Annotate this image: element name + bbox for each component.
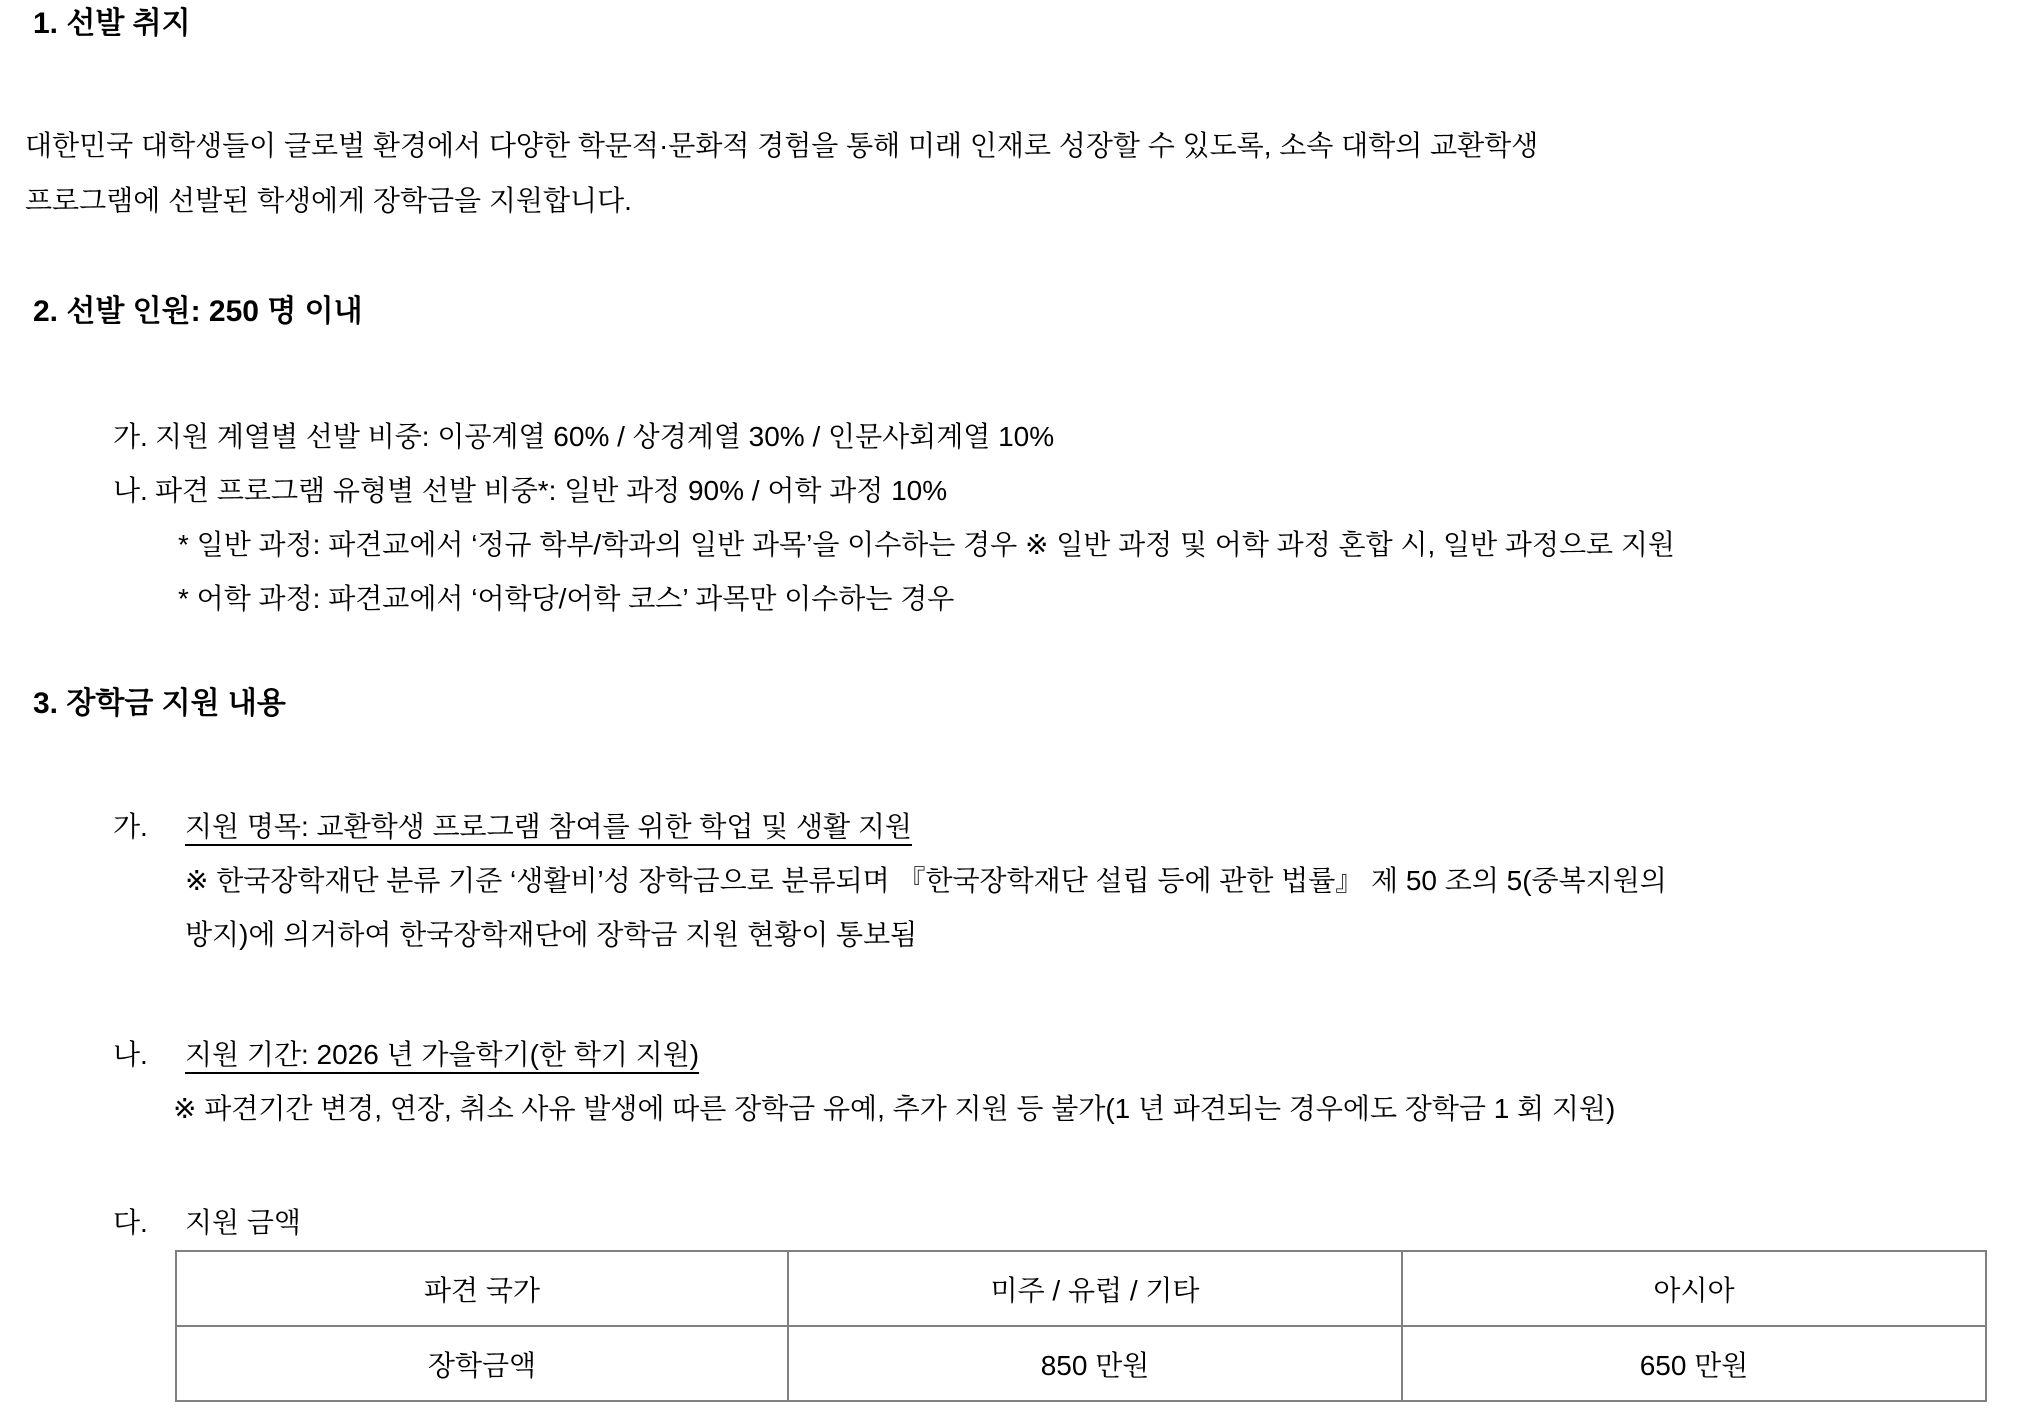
section-3-heading: 3. 장학금 지원 내용	[33, 687, 286, 720]
footnote-general-course: * 일반 과정: 파견교에서 ‘정규 학부/학과의 일반 과목’을 이수하는 경우 ※ 일반 과정 및 어학 과정 혼합 시, 일반 과정으로 지원	[178, 529, 1675, 560]
section-2-list	[0, 410, 2029, 626]
support-amount-text: 지원 금액	[185, 1207, 301, 1238]
table-row	[176, 1326, 1986, 1401]
table-header-row	[176, 1251, 1986, 1326]
header-cell-asia: 아시아	[1402, 1251, 1986, 1326]
list-item-na	[0, 464, 2029, 518]
kosaf-note-line-2: 방지)에 의거하여 한국장학재단에 장학금 지원 현황이 통보됨	[185, 919, 918, 950]
support-purpose-text: 지원 명목: 교환학생 프로그램 참여를 위한 학업 및 생활 지원	[185, 811, 912, 842]
scholarship-amount-table	[175, 1250, 1987, 1402]
cell-amount-asia: 650 만원	[1402, 1326, 1986, 1401]
cell-amount-label: 장학금액	[176, 1326, 788, 1401]
list-item-support-amount	[0, 1196, 2029, 1250]
paragraph-line-1: 대한민국 대학생들이 글로벌 환경에서 다양한 학문적·문화적 경험을 통해 미래 인재로 성장할 수 있도록, 소속 대학의 교환학생	[25, 130, 1539, 161]
list-item-support-purpose	[0, 800, 2029, 854]
period-note: ※ 파견기간 변경, 연장, 취소 사유 발생에 따른 장학금 유예, 추가 지원 등 불가(1 년 파견되는 경우에도 장학금 1 회 지원)	[173, 1093, 1616, 1124]
section-1-heading: 1. 선발 취지	[33, 7, 191, 40]
paragraph-line-2: 프로그램에 선발된 학생에게 장학금을 지원합니다.	[25, 185, 632, 216]
list-item-label: 가.	[113, 421, 148, 452]
kosaf-note-line-1: ※ 한국장학재단 분류 기준 ‘생활비’성 장학금으로 분류되며 『한국장학재단 설립 등에 관한 법률』 제 50 조의 5(중복지원의	[185, 865, 1667, 896]
support-period-text: 지원 기간: 2026 년 가을학기(한 학기 지원)	[185, 1039, 700, 1070]
section-2-heading: 2. 선발 인원: 250 명 이내	[33, 295, 363, 328]
header-cell-americas-europe-etc: 미주 / 유럽 / 기타	[788, 1251, 1402, 1326]
section-1-paragraph	[25, 118, 1969, 228]
header-cell-country: 파견 국가	[176, 1251, 788, 1326]
list-item-label: 나.	[113, 475, 148, 506]
list-item-label: 나.	[113, 1039, 148, 1070]
cell-amount-americas-europe-etc: 850 만원	[788, 1326, 1402, 1401]
list-item-label: 다.	[113, 1207, 148, 1238]
list-item-text: 지원 계열별 선발 비중: 이공계열 60% / 상경계열 30% / 인문사회계열 10%	[155, 421, 1055, 452]
footnote-language-course: * 어학 과정: 파견교에서 ‘어학당/어학 코스’ 과목만 이수하는 경우	[178, 583, 955, 614]
list-item-support-period	[0, 1028, 2029, 1082]
list-item-ga	[0, 410, 2029, 464]
list-item-text: 파견 프로그램 유형별 선발 비중*: 일반 과정 90% / 어학 과정 10%	[155, 475, 948, 506]
list-item-label: 가.	[113, 811, 148, 842]
